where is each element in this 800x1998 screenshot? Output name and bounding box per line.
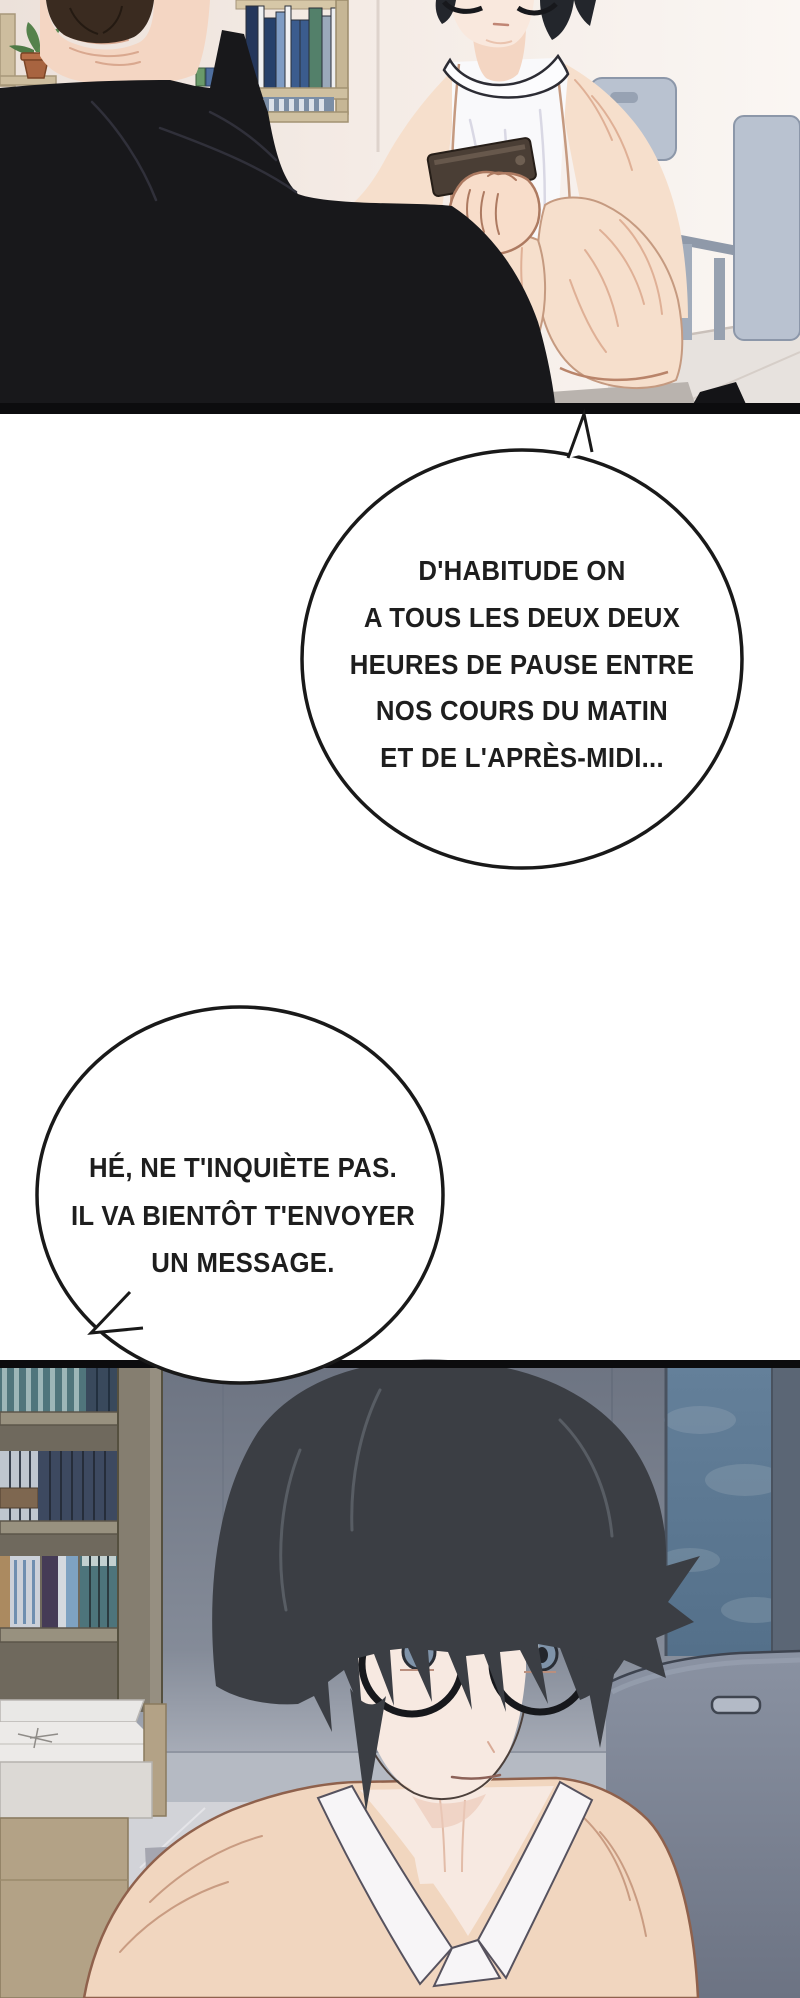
speech-line: NOS COURS DU MATIN (375, 695, 669, 727)
chair-back-2 (734, 116, 800, 340)
cabinet-handle (712, 1697, 760, 1713)
bookshelf (0, 1364, 162, 1712)
plant-pot (24, 60, 48, 78)
mouth (494, 24, 508, 25)
speech-bubble-top-text (301, 548, 743, 782)
bookshelf-row1 (0, 1368, 118, 1414)
speech-line: IL VA BIENTÔT T'ENVOYER (70, 1199, 416, 1231)
panel-top (0, 0, 800, 414)
speech-line: HEURES DE PAUSE ENTRE (349, 648, 695, 680)
panel2-border (0, 1360, 800, 1368)
bookshelf-row3 (0, 1556, 118, 1628)
bookshelf-row2 (0, 1451, 118, 1521)
shelf-books-row1 (246, 6, 336, 90)
speech-line: HÉ, NE T'INQUIÈTE PAS. (89, 1152, 397, 1183)
panel-bottom (0, 1360, 800, 1998)
speech-line: ET DE L'APRÈS-MIDI... (380, 742, 664, 774)
speech-line: A TOUS LES DEUX DEUX (363, 601, 681, 633)
speech-bubble-bottom-text (22, 1144, 464, 1287)
bubble-tail (568, 414, 592, 458)
panel1-border (0, 403, 800, 414)
speech-line: UN MESSAGE. (151, 1247, 335, 1278)
speech-line: D'HABITUDE ON (418, 555, 626, 586)
